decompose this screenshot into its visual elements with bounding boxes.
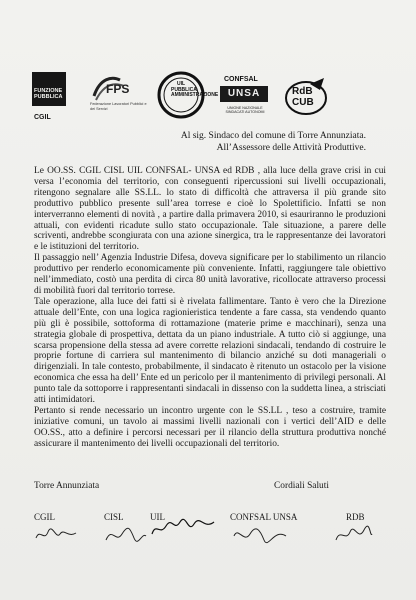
union-logos-row xyxy=(28,68,403,128)
paragraph-4: Pertanto si rende necessario un incontro urgente con le SS.LL , teso a costruire, tramite iniziative comuni, un tavolo ai massimi livelli nazionali con i vertici dell’AID e delle OO.SS., atto a definire i percorsi necessari per il rilancio della struttura produttiva nonché assicurare il mantenimento dei livelli occupazionali del territorio. xyxy=(34,405,386,449)
handwritten-signature xyxy=(104,524,148,546)
addressee-line-1: Al sig. Sindaco del comune di Torre Annunziata. xyxy=(180,131,366,141)
signature-uil xyxy=(150,512,165,522)
uil-pa-logo: UIL PUBBLICA AMMINISTRAZIONE xyxy=(156,68,206,124)
handwritten-signature xyxy=(150,516,216,540)
letter-body xyxy=(34,166,386,450)
handwritten-signature xyxy=(230,524,290,548)
handwritten-signature xyxy=(334,524,374,548)
signature-label: CGIL xyxy=(34,512,55,522)
paragraph-3: Tale operazione, alla luce dei fatti si è rivelata fallimentare. Tanto è vero che la Direzione attuale dell’Ente, con una logica ragionieristica tendente a fare cassa, sta vendendo quanto più gli è possibile, sottoforma di rottamazione (materie prime e macchinari), senza una strategia globale di prospettiva, dettata da un piano industriale. A tutto ciò si aggiunge, una scarsa propensione della stessa ad avere corrette relazioni sindacali, tendando di costruire le proprie fortune di carriera sul mantenimento di bilancio anziché su doti manageriali o dirigenziali. In tale contesto, probabilmente, il sindacato è ritenuto un ostacolo per la visione economica che essa ha dell’ Ente ed un pericolo per il mantenimento di privilegi personali. Al punto tale da sottoporre i rappresentanti sindacali in dissenso con la suddetta linea, a strisciati atti intimidatori. xyxy=(34,296,386,406)
confsal-unsa-logo: CONFSAL UNSA UNIONE NAZIONALE SINDACATI AUTONOMI xyxy=(212,76,274,124)
fps-cisl-logo: FPS Federazione Lavoratori Pubblici e dei Servizi xyxy=(90,74,148,124)
signatures-row xyxy=(0,512,416,572)
paragraph-2: Il passaggio nell’ Agenzia Industrie Difesa, doveva significare per lo stabilimento un rilancio produttivo per renderlo economicamente più conveniente. Infatti, raggiungere tale obiettivo nell’immediato, costò una perdita di circa 80 unità lavorative, ricollocate attraverso processi di mobilità fuori dal territorio torrese. xyxy=(34,253,386,296)
signature-confsal-unsa xyxy=(230,512,297,522)
addressee-line-2: All’Assessore delle Attività Produttive. xyxy=(216,143,366,153)
handwritten-signature xyxy=(34,524,78,546)
signature-cgil xyxy=(34,512,55,522)
signature-label: CONFSAL UNSA xyxy=(230,512,298,522)
signature-label: RDB xyxy=(346,512,365,522)
closing-place: Torre Annunziata xyxy=(34,481,100,491)
closing-salutation: Cordiali Saluti xyxy=(274,481,329,491)
signature-label: CISL xyxy=(104,512,124,522)
paragraph-1: Le OO.SS. CGIL CISL UIL CONFSAL- UNSA ed RDB , alla luce della grave crisi in cui versa l’economia del territorio, con conseguenti ripercussioni sui livelli occupazionali, ritengono segnalare alle SS.LL. lo stato di difficoltà che attraversa il più grande sito produttivo pubblico presente sull’area torrese e cioè lo Spolettificio. Infatti se non interverranno elementi di novità , a partire dalla primavera 2010, si esauriranno le produzioni attuali, con evidenti ricadute sullo stato occupazionale. Tale situazione, a parere delle scriventi, andrebbe scongiurata con una azione sinergica, tra le rappresentanze dei lavoratori e le istituzioni del territorio. xyxy=(34,166,386,253)
signature-label: UIL xyxy=(150,512,165,522)
funzione-pubblica-cgil-logo: FUNZIONE PUBBLICA CGIL xyxy=(32,72,78,124)
signature-rdb xyxy=(346,512,365,522)
rdb-cub-logo: RdB CUB xyxy=(280,74,332,120)
signature-cisl xyxy=(104,512,124,522)
